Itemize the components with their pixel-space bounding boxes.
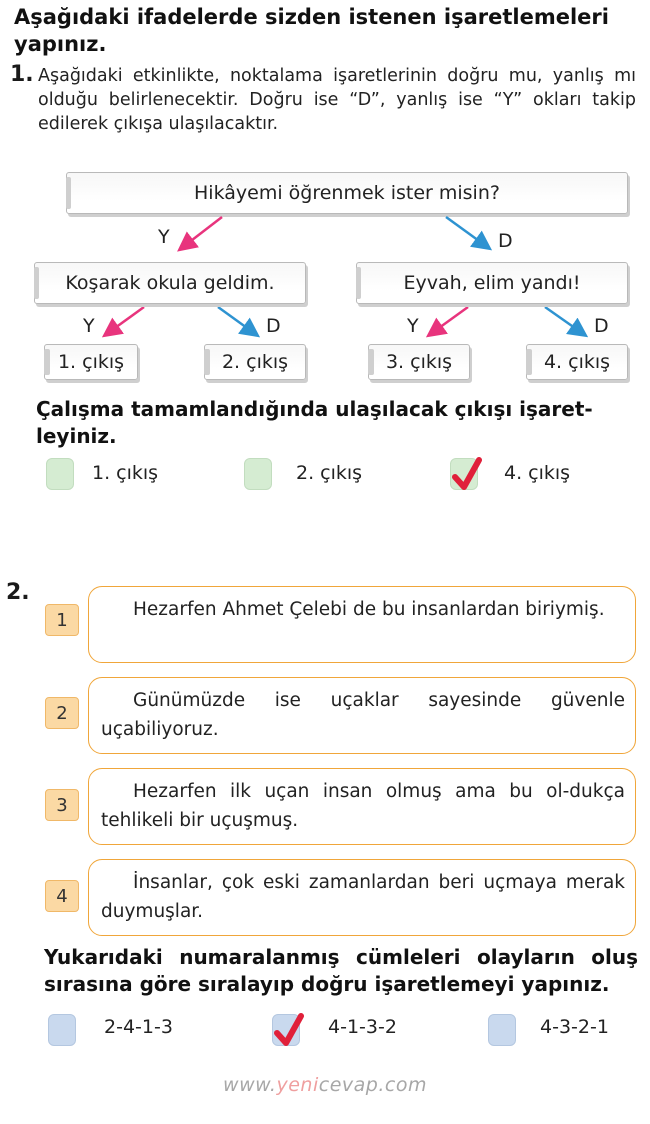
sentence-2-text: Günümüzde ise uçaklar sayesinde güvenle uçabiliyoruz.: [101, 690, 625, 740]
question-2-instruction: Yukarıdaki numaralanmış cümleleri olayların oluş sırasına göre sıralayıp doğru işaretlemeyi yapınız.: [44, 945, 638, 996]
q1-option-1-label: 1. çıkış: [92, 462, 159, 484]
sentence-1-number: 1: [45, 604, 79, 636]
footer-highlight: yeni: [276, 1074, 319, 1096]
root-node-label: Hikâyemi öğrenmek ister misin?: [194, 182, 500, 204]
right-node: [356, 262, 628, 304]
sentence-2-number: 2: [45, 697, 79, 729]
question-2-number: 2.: [6, 580, 30, 605]
label-d-left: D: [266, 315, 281, 337]
arrow-d-2: [218, 307, 254, 333]
footer-watermark: [0, 1074, 650, 1096]
exit-2-label: 2. çıkış: [221, 351, 289, 373]
exit-4-label: 4. çıkış: [543, 351, 611, 373]
q1-option-2-checkbox[interactable]: [244, 458, 272, 490]
label-d-root: D: [498, 230, 513, 252]
sentence-3-number: 3: [45, 789, 79, 821]
exit-2: [204, 344, 306, 380]
sentence-3-box: [88, 768, 636, 845]
label-d-right: D: [594, 315, 609, 337]
left-node: [34, 262, 306, 304]
q2-option-2-checkbox[interactable]: [272, 1014, 300, 1046]
q1-option-2-label: 2. çıkış: [296, 462, 363, 484]
exit-3: [368, 344, 470, 380]
exit-1: [44, 344, 138, 380]
question-1-number: 1.: [10, 62, 34, 87]
sentence-1-box: [88, 586, 636, 663]
q1-option-3-label: 4. çıkış: [504, 462, 571, 484]
label-y-left: Y: [83, 315, 95, 337]
arrow-d-1: [446, 217, 486, 246]
checkmark-icon: [274, 1013, 304, 1049]
arrow-d-3: [545, 307, 582, 333]
sentence-4-box: [88, 859, 636, 936]
checkmark-icon: [452, 457, 482, 493]
exit-4: [526, 344, 628, 380]
sentence-4-text: İnsanlar, çok eski zamanlardan beri uçmaya merak duymuşlar.: [101, 872, 625, 922]
flow-arrows: [0, 0, 650, 400]
arrow-y-3: [432, 307, 468, 333]
right-node-label: Eyvah, elim yandı!: [403, 272, 581, 294]
q2-option-3-checkbox[interactable]: [488, 1014, 516, 1046]
footer-pre: www.: [223, 1074, 277, 1096]
question-1-instruction: Çalışma tamamlandığında ulaşılacak çıkışı işaret-leyiniz.: [36, 397, 593, 448]
q2-option-1-label: 2-4-1-3: [104, 1016, 173, 1038]
q2-option-3-label: 4-3-2-1: [540, 1016, 609, 1038]
exit-1-label: 1. çıkış: [57, 351, 125, 373]
q1-option-1-checkbox[interactable]: [46, 458, 74, 490]
label-y-right: Y: [407, 315, 419, 337]
q2-option-1-checkbox[interactable]: [48, 1014, 76, 1046]
arrow-y-1: [183, 217, 222, 247]
question-1-text: Aşağıdaki etkinlikte, noktalama işaretlerinin doğru mu, yanlış mı olduğu belirlenecektir. Doğru ise “D”, yanlış ise “Y” okları takip edilerek çıkışa ulaşılacaktır.: [38, 66, 636, 134]
left-node-label: Koşarak okula geldim.: [65, 272, 275, 294]
label-y-root: Y: [158, 226, 170, 248]
exit-3-label: 3. çıkış: [385, 351, 453, 373]
sentence-2-box: [88, 677, 636, 754]
q2-option-2-label: 4-1-3-2: [328, 1016, 397, 1038]
arrow-y-2: [108, 307, 144, 333]
q1-option-3-checkbox[interactable]: [450, 458, 478, 490]
sentence-4-number: 4: [45, 880, 79, 912]
page-heading: Aşağıdaki ifadelerde sizden istenen işaretlemeleri yapınız.: [14, 5, 609, 56]
sentence-1-text: Hezarfen Ahmet Çelebi de bu insanlardan biriymiş.: [133, 599, 605, 620]
footer-post: cevap.com: [318, 1074, 427, 1096]
sentence-3-text: Hezarfen ilk uçan insan olmuş ama bu ol-dukça tehlikeli bir uçuşmuş.: [101, 781, 625, 831]
